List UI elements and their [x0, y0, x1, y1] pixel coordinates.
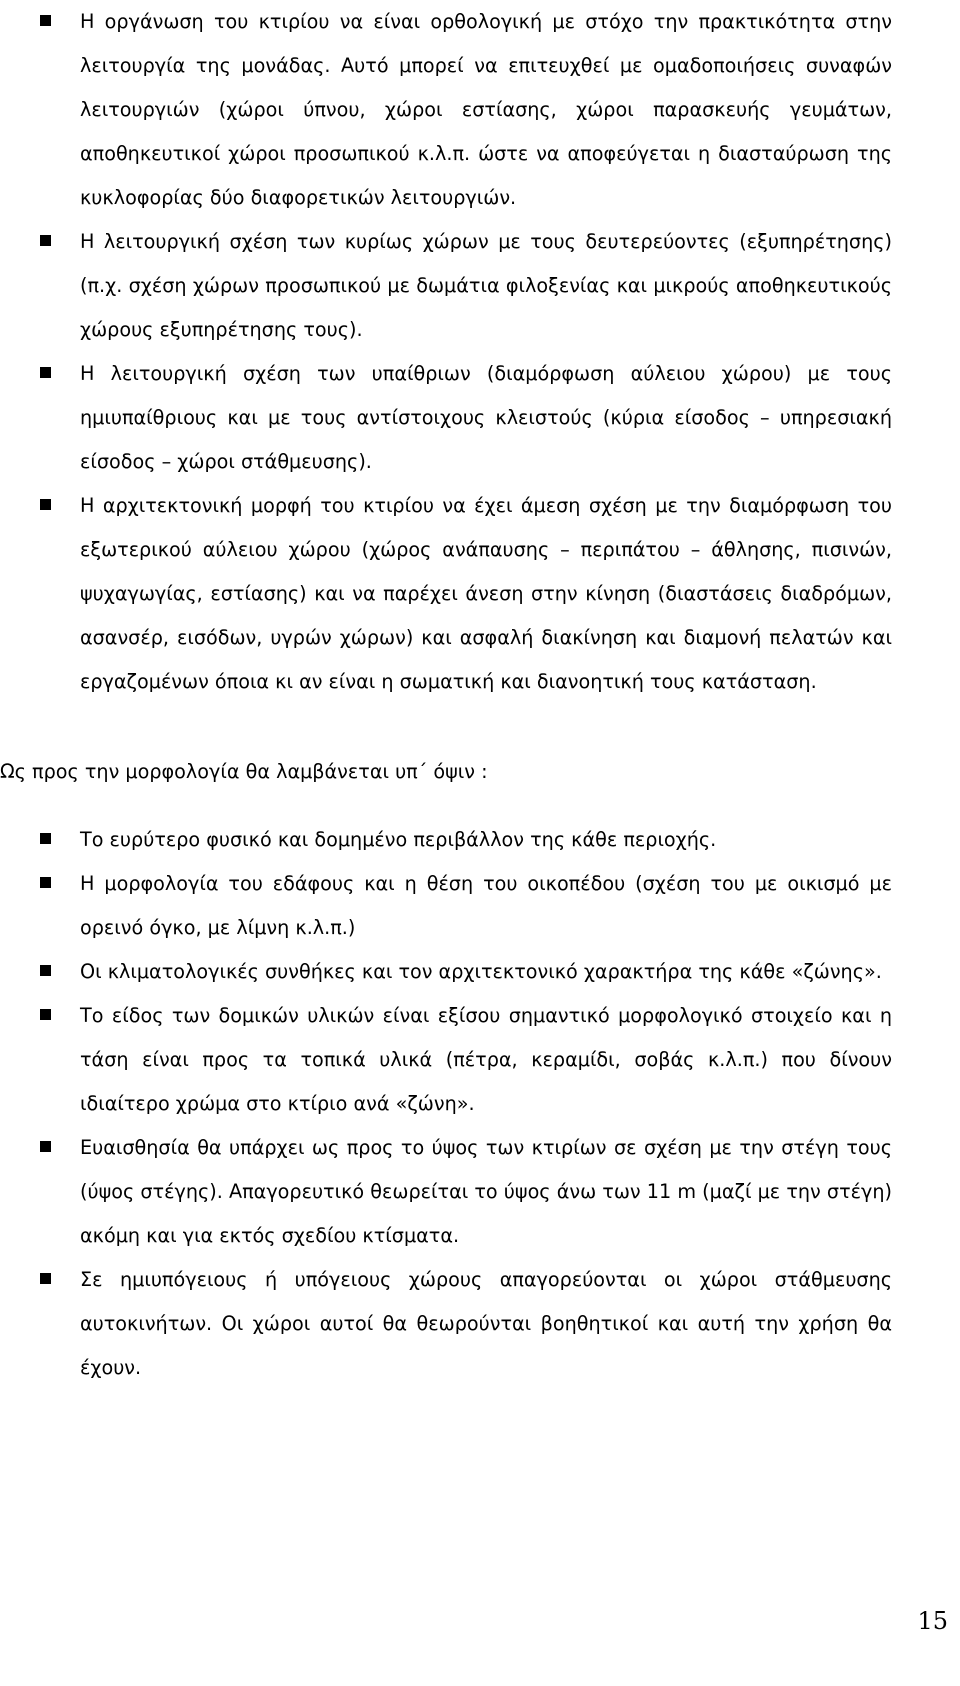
list-item — [0, 994, 960, 1126]
list-item-text: Η οργάνωση του κτιρίου να είναι ορθολογική με στόχο την πρακτικότητα στην λειτουργία της μονάδας. Αυτό μπορεί να επιτευχθεί με ομαδοποιήσεις συναφών λειτουργιών (χώροι ύπνου, χώροι εστίασης, χώροι παρασκευής γευμάτων, αποθηκευτικοί χώροι προσωπικού κ.λ.π. ώστε να αποφεύγεται η διασταύρωση της κυκλοφορίας δύο διαφορετικών λειτουργιών. — [80, 10, 892, 209]
list-item-text: Η αρχιτεκτονική μορφή του κτιρίου να έχει άμεση σχέση με την διαμόρφωση του εξωτερικού αύλειου χώρου (χώρος ανάπαυσης – περιπάτου – άθλησης, πισινών, ψυχαγωγίας, εστίασης) και να παρέχει άνεση στην κίνηση (διαστάσεις διαδρόμων, ασανσέρ, εισόδων, υγρών χώρων) και ασφαλή διακίνηση και διαμονή πελατών και εργαζομένων όποια κι αν είναι η σωματική και διανοητική τους κατάσταση. — [80, 494, 892, 693]
list-item — [0, 0, 960, 220]
square-bullet-icon — [40, 1009, 51, 1020]
list-item-text: Ευαισθησία θα υπάρχει ως προς το ύψος των κτιρίων σε σχέση με την στέγη τους (ύψος στέγης). Απαγορευτικό θεωρείται το ύψος άνω των 11 m (μαζί με την στέγη) ακόμη και για εκτός σχεδίου κτίσματα. — [80, 1136, 892, 1247]
list-item-text: Σε ημιυπόγειους ή υπόγειους χώρους απαγορεύονται οι χώροι στάθμευσης αυτοκινήτων. Οι χώροι αυτοί θα θεωρούνται βοηθητικοί και αυτή την χρήση θα έχουν. — [80, 1268, 892, 1379]
list-item — [0, 484, 960, 704]
square-bullet-icon — [40, 877, 51, 888]
section-heading: Ως προς την μορφολογία θα λαμβάνεται υπ΄ όψιν : — [0, 760, 488, 783]
list-item — [0, 352, 960, 484]
square-bullet-icon — [40, 965, 51, 976]
list-item-text: Το είδος των δομικών υλικών είναι εξίσου σημαντικό μορφολογικό στοιχείο και η τάση είναι προς τα τοπικά υλικά (πέτρα, κεραμίδι, σοβάς κ.λ.π.) που δίνουν ιδιαίτερο χρώμα στο κτίριο ανά «ζώνη». — [80, 1004, 892, 1115]
square-bullet-icon — [40, 499, 51, 510]
square-bullet-icon — [40, 1273, 51, 1284]
list-item — [0, 1258, 960, 1390]
list-item-text: Το ευρύτερο φυσικό και δομημένο περιβάλλον της κάθε περιοχής. — [80, 828, 717, 851]
list-item — [0, 220, 960, 352]
list-item — [0, 1126, 960, 1258]
list-item-text: Η λειτουργική σχέση των κυρίως χώρων με τους δευτερεύοντες (εξυπηρέτησης) (π.χ. σχέση χώρων προσωπικού με δωμάτια φιλοξενίας και μικρούς αποθηκευτικούς χώρους εξυπηρέτησης τους). — [80, 230, 892, 341]
square-bullet-icon — [40, 235, 51, 246]
square-bullet-icon — [40, 833, 51, 844]
bullet-list-morphology — [0, 818, 960, 1390]
list-item — [0, 950, 960, 994]
square-bullet-icon — [40, 15, 51, 26]
list-item-text: Οι κλιματολογικές συνθήκες και τον αρχιτεκτονικό χαρακτήρα της κάθε «ζώνης». — [80, 960, 882, 983]
bullet-list-organization — [0, 0, 960, 704]
list-item-text: Η λειτουργική σχέση των υπαίθριων (διαμόρφωση αύλειου χώρου) με τους ημιυπαίθριους και με τους αντίστοιχους κλειστούς (κύρια είσοδος – υπηρεσιακή είσοδος – χώροι στάθμευσης). — [80, 362, 892, 473]
square-bullet-icon — [40, 1141, 51, 1152]
list-item — [0, 862, 960, 950]
list-item — [0, 818, 960, 862]
square-bullet-icon — [40, 367, 51, 378]
list-item-text: Η μορφολογία του εδάφους και η θέση του οικοπέδου (σχέση του με οικισμό με ορεινό όγκο, με λίμνη κ.λ.π.) — [80, 872, 892, 939]
page-number: 15 — [917, 1607, 948, 1635]
